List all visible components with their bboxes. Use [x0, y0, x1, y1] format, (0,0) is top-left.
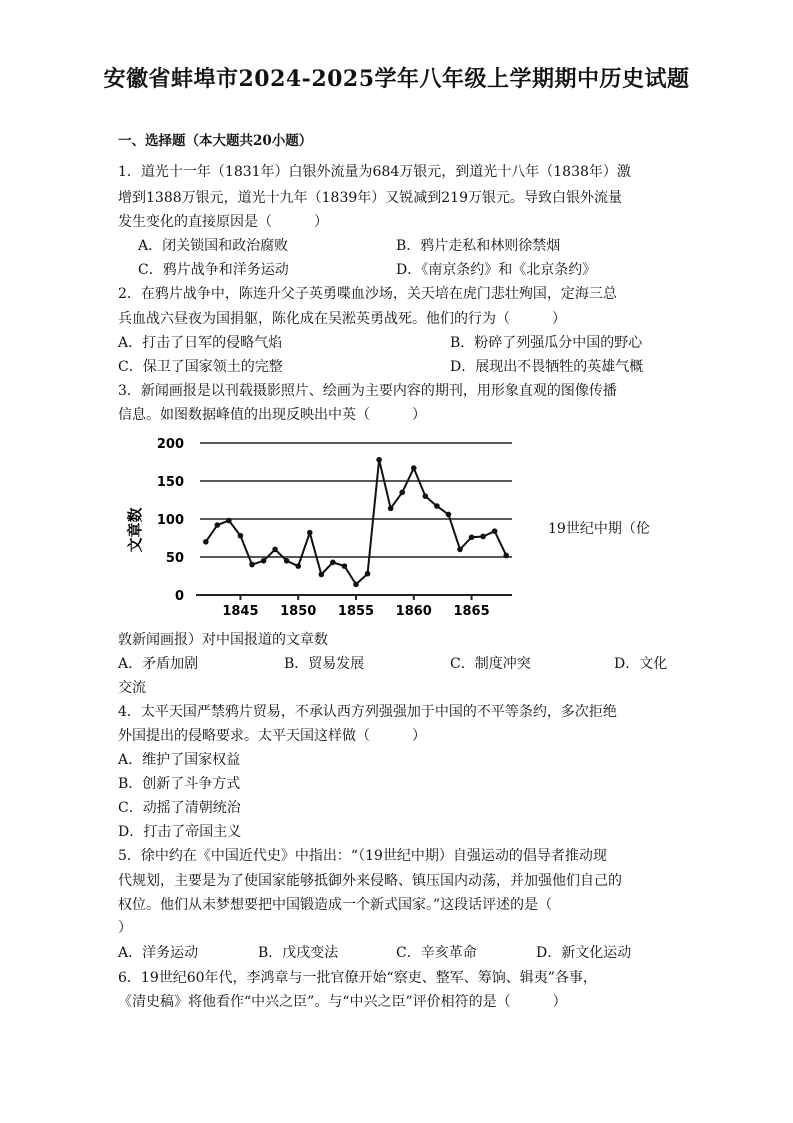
data-point: [353, 582, 359, 588]
section-heading: 一、选择题（本大题共20小题）: [118, 133, 313, 149]
q6-line-2: 《清史稿》将他看作“中兴之臣”。与“中兴之臣”评价相符的是（ ）: [118, 994, 567, 1010]
q5-option-c[interactable]: C．辛亥革命: [396, 945, 477, 961]
data-point: [319, 572, 325, 578]
q2-option-d[interactable]: D．展现出不畏牺牲的英雄气概: [450, 359, 644, 375]
data-point: [399, 490, 405, 496]
data-point: [469, 534, 475, 540]
q3-option-a[interactable]: A．矛盾加剧: [118, 656, 199, 672]
q3-option-b[interactable]: B．贸易发展: [284, 656, 365, 672]
q1-option-d[interactable]: D．《南京条约》和《北京条约》: [396, 262, 597, 278]
q2-option-b[interactable]: B．粉碎了列强瓜分中国的野心: [450, 335, 643, 351]
q3-option-c[interactable]: C．制度冲突: [450, 656, 531, 672]
q5-option-a[interactable]: A．洋务运动: [118, 945, 199, 961]
data-point: [261, 558, 267, 564]
x-tick-label: 1850: [280, 604, 317, 619]
data-point: [503, 553, 509, 559]
data-point: [376, 457, 382, 463]
q2-line-2: 兵血战六昼夜为国捐躯，陈化成在吴淞英勇战死。他们的行为（ ）: [118, 311, 566, 327]
q1-option-b[interactable]: B．鸦片走私和林则徐禁烟: [396, 238, 561, 254]
data-point: [342, 563, 348, 569]
q1-option-a[interactable]: A．闭关锁国和政治腐败: [138, 238, 289, 254]
q5-line-4: ）: [118, 920, 132, 936]
article-count-chart: [128, 430, 528, 620]
data-point: [295, 563, 301, 569]
q4-option-c[interactable]: C．动摇了清朝统治: [118, 800, 241, 816]
data-point: [307, 530, 313, 536]
page-title: 安徽省蚌埠市2024-2025学年八年级上学期期中历史试题: [103, 66, 690, 92]
chart-x-ticks: [196, 595, 512, 619]
q5-option-b[interactable]: B．戊戌变法: [258, 945, 339, 961]
data-point: [411, 465, 417, 471]
q3-caption: 敦新闻画报）对中国报道的文章数: [118, 632, 328, 648]
q3-line-1: 3．新闻画报是以刊载摄影照片、绘画为主要内容的期刊，用形象直观的图像传播: [118, 383, 617, 399]
q3-line-2: 信息。如图数据峰值的出现反映出中英（ ）: [118, 407, 426, 423]
data-point: [388, 506, 394, 512]
q2-option-a[interactable]: A．打击了日军的侵略气焰: [118, 335, 283, 351]
data-point: [238, 533, 244, 539]
y-tick-label: 100: [156, 513, 184, 528]
chart-y-ticks: [157, 437, 184, 604]
q3-option-d-wrap: 交流: [118, 680, 146, 696]
q4-option-a[interactable]: A．维护了国家权益: [118, 752, 241, 768]
q5-line-3: 权位。他们从未梦想要把中国锻造成一个新式国家。”这段话评述的是（: [118, 897, 553, 913]
q4-line-2: 外国提出的侵略要求。太平天国这样做（ ）: [118, 728, 426, 744]
q5-line-2: 代规划，主要是为了使国家能够抵御外来侵略、镇压国内动荡，并加强他们自己的: [118, 873, 622, 889]
data-point: [284, 558, 290, 564]
x-tick-label: 1865: [453, 604, 490, 619]
q1-line-3: 发生变化的直接原因是（ ）: [118, 214, 328, 230]
data-point: [457, 547, 463, 553]
chart-series: [203, 457, 509, 587]
data-point: [480, 534, 486, 540]
y-tick-label: 0: [174, 589, 184, 604]
q1-line-2: 增到1388万银元，道光十九年（1839年）又锐减到219万银元。导致白银外流量: [118, 190, 622, 206]
q4-option-b[interactable]: B．创新了斗争方式: [118, 776, 241, 792]
data-point: [434, 503, 440, 509]
data-point: [330, 560, 336, 566]
chart-gridlines: [200, 443, 512, 557]
q5-line-1: 5．徐中约在《中国近代史》中指出：“（19世纪中期）自强运动的倡导者推动现: [118, 848, 607, 864]
q2-option-c[interactable]: C．保卫了国家领土的完整: [118, 359, 283, 375]
data-point: [365, 571, 371, 577]
q5-option-d[interactable]: D．新文化运动: [536, 945, 632, 961]
q6-line-1: 6．19世纪60年代，李鸿章与一批官僚开始“察吏、整军、筹饷、辑夷”各事，: [118, 970, 597, 986]
data-point: [226, 518, 232, 524]
y-tick-label: 200: [156, 437, 184, 452]
q1-line-1: 1．道光十一年（1831年）白银外流量为684万银元，到道光十八年（1838年）激: [118, 164, 631, 180]
q2-line-1: 2．在鸦片战争中，陈连升父子英勇喋血沙场，关天培在虎门悲壮殉国，定海三总: [118, 286, 617, 302]
data-point: [492, 528, 498, 534]
chart-y-axis-label: 文章数: [126, 507, 144, 553]
x-tick-label: 1845: [222, 604, 259, 619]
data-point: [215, 522, 221, 528]
data-point: [249, 562, 255, 568]
data-point: [203, 539, 209, 545]
q4-line-1: 4．太平天国严禁鸦片贸易，不承认西方列强强加于中国的不平等条约，多次拒绝: [118, 704, 617, 720]
data-point: [446, 512, 452, 518]
q3-side-text: 19世纪中期（伦: [548, 521, 650, 537]
q4-option-d[interactable]: D．打击了帝国主义: [118, 824, 242, 840]
data-point: [272, 547, 278, 553]
q1-option-c[interactable]: C．鸦片战争和洋务运动: [138, 262, 289, 278]
x-tick-label: 1855: [337, 604, 375, 619]
y-tick-label: 50: [165, 551, 184, 566]
x-tick-label: 1860: [395, 604, 432, 619]
y-tick-label: 150: [156, 475, 184, 490]
data-point: [423, 493, 429, 499]
q3-option-d[interactable]: D．文化: [614, 656, 668, 672]
